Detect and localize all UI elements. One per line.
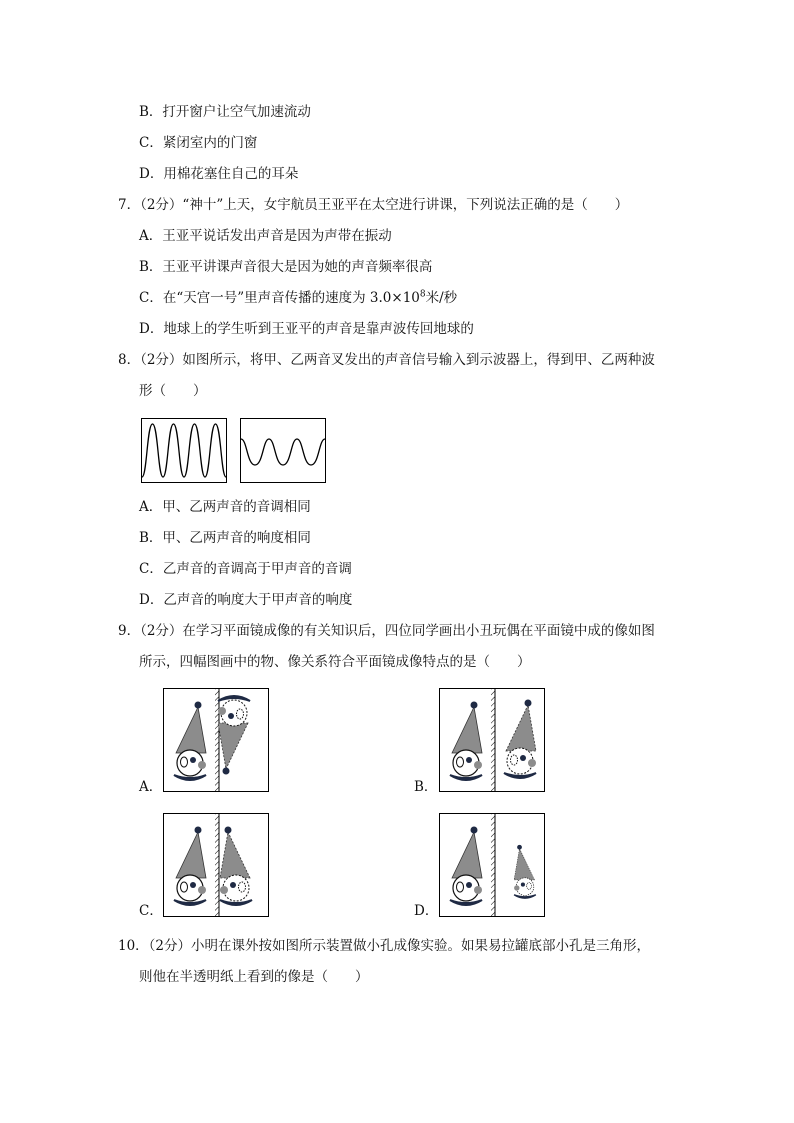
q6-option-b: B．打开窗户让空气加速流动 bbox=[139, 104, 311, 120]
mirror-figure-a-drawing bbox=[164, 689, 268, 791]
mirror-figure-c-drawing bbox=[164, 814, 268, 916]
mirror-figure-b bbox=[439, 688, 545, 792]
q9-label-a: A． bbox=[139, 779, 163, 795]
q7-option-d: D．地球上的学生听到王亚平的声音是靠声波传回地球的 bbox=[139, 321, 474, 337]
q8-option-d: D．乙声音的响度大于甲声音的响度 bbox=[139, 592, 353, 608]
q9-stem-line2: 所示，四幅图画中的物、像关系符合平面镜成像特点的是（ ） bbox=[139, 654, 531, 670]
mirror-figure-d bbox=[439, 813, 545, 917]
q7-option-a: A．王亚平说话发出声音是因为声带在振动 bbox=[139, 228, 392, 244]
q8-option-b: B．甲、乙两声音的响度相同 bbox=[139, 530, 311, 546]
q9-label-b: B． bbox=[414, 779, 438, 795]
q8-option-a: A．甲、乙两声音的音调相同 bbox=[139, 499, 311, 515]
q10-stem-line2: 则他在半透明纸上看到的像是（ ） bbox=[139, 969, 369, 985]
mirror-figure-c bbox=[163, 813, 269, 917]
q7-option-b: B．王亚平讲课声音很大是因为她的声音频率很高 bbox=[139, 259, 433, 275]
q7-stem: 7．（2分）“神十”上天，女宇航员王亚平在太空进行讲课，下列说法正确的是（ ） bbox=[118, 197, 629, 213]
mirror-figure-a bbox=[163, 688, 269, 792]
q6-option-d: D．用棉花塞住自己的耳朵 bbox=[139, 166, 299, 182]
q10-stem-line1: 10．（2分）小明在课外按如图所示装置做小孔成像实验。如果易拉罐底部小孔是三角形， bbox=[118, 938, 651, 954]
q9-label-c: C． bbox=[139, 903, 163, 919]
q9-stem-line1: 9．（2分）在学习平面镜成像的有关知识后，四位同学画出小丑玩偶在平面镜中成的像如图 bbox=[118, 623, 655, 639]
q7-option-c-text: C．在“天宫一号”里声音传播的速度为 3.0×10 bbox=[139, 290, 420, 306]
waveform-jia-plot bbox=[142, 419, 226, 482]
waveform-yi bbox=[240, 418, 326, 483]
q7-option-c-unit: 米/秒 bbox=[425, 290, 458, 306]
waveform-yi-plot bbox=[241, 419, 325, 482]
q8-option-c: C．乙声音的音调高于甲声音的音调 bbox=[139, 561, 352, 577]
mirror-figure-b-drawing bbox=[440, 689, 544, 791]
q6-option-c: C．紧闭室内的门窗 bbox=[139, 135, 258, 151]
mirror-figure-d-drawing bbox=[440, 814, 544, 916]
waveform-jia bbox=[141, 418, 227, 483]
q8-stem-line1: 8．（2分）如图所示，将甲、乙两音叉发出的声音信号输入到示波器上，得到甲、乙两种波 bbox=[118, 352, 655, 368]
q9-label-d: D． bbox=[414, 903, 439, 919]
q8-stem-line2: 形（ ） bbox=[139, 383, 207, 399]
q7-option-c-exponent: 8 bbox=[419, 289, 426, 300]
q7-option-c bbox=[139, 288, 457, 308]
